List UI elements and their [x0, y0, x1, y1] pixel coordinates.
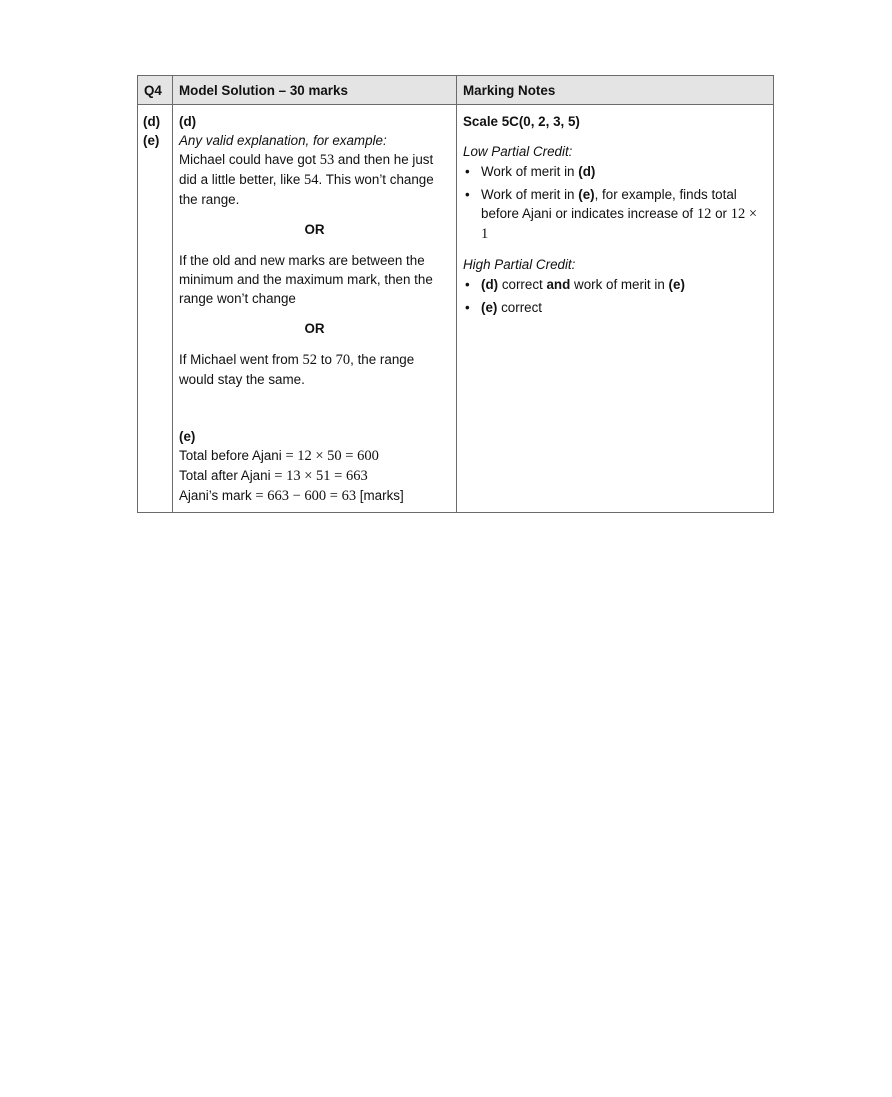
low-credit-item-1: • Work of merit in (d) [463, 162, 767, 181]
low-credit-item-2: • Work of merit in (e), for example, finds total before Ajani or indicates increase of 12 or 12 × 1 [463, 185, 767, 244]
part-label-d: (d) [143, 114, 161, 129]
marking-notes-cell [457, 105, 774, 513]
header-row [138, 76, 774, 105]
solution-e-line-1: Total before Ajani = 12 × 50 = 600 [179, 448, 379, 464]
solution-e-line-2: Total after Ajani = 13 × 51 = 663 [179, 468, 368, 484]
solution-d-example-2: If the old and new marks are between the minimum and the maximum mark, then the range won’t change [179, 253, 433, 306]
marking-scheme-table [137, 75, 774, 513]
model-solution-cell [173, 105, 457, 513]
solution-header: Model Solution – 30 marks [173, 76, 457, 105]
content-row [138, 105, 774, 513]
solution-d-intro: Any valid explanation, for example: [179, 133, 387, 148]
question-number: Q4 [138, 76, 173, 105]
solution-e-line-3: Ajani’s mark = 663 − 600 = 63 [marks] [179, 488, 404, 504]
notes-header: Marking Notes [457, 76, 774, 105]
low-partial-credit-title: Low Partial Credit: [463, 144, 573, 159]
or-separator-2: OR [304, 321, 325, 336]
solution-d-example-1: Michael could have got 53 and then he just did a little better, like 54. This won’t change the range. [179, 152, 434, 207]
part-label-e: (e) [143, 133, 160, 148]
high-credit-item-2: • (e) correct [463, 298, 767, 317]
high-partial-credit-list [463, 275, 767, 317]
solution-e-label: (e) [179, 429, 196, 444]
scale-label: Scale 5C(0, 2, 3, 5) [463, 114, 580, 129]
solution-d-label: (d) [179, 114, 197, 129]
part-labels-cell [138, 105, 173, 513]
high-credit-item-1: • (d) correct and work of merit in (e) [463, 275, 767, 294]
or-separator-1: OR [304, 222, 325, 237]
high-partial-credit-title: High Partial Credit: [463, 257, 576, 272]
solution-d-example-3: If Michael went from 52 to 70, the range would stay the same. [179, 352, 415, 387]
low-partial-credit-list [463, 162, 767, 244]
